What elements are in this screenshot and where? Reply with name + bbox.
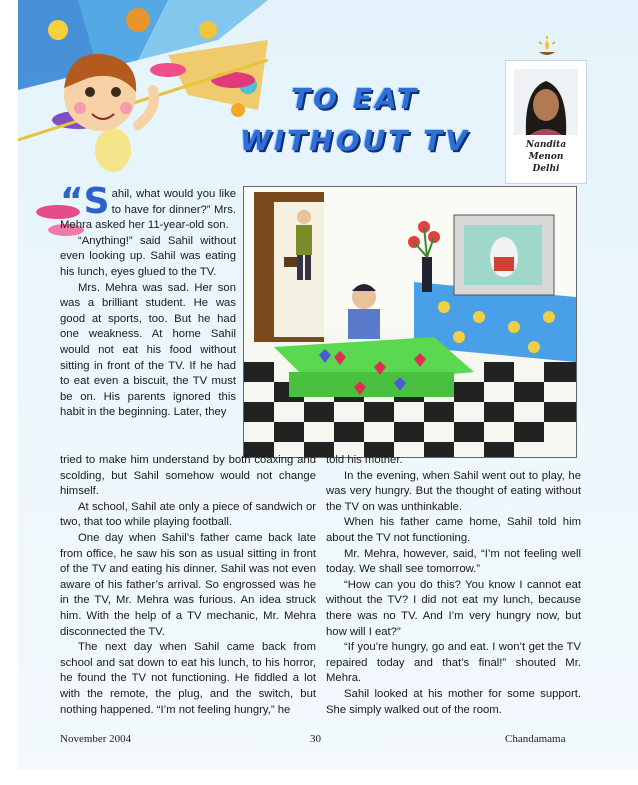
paragraph: The next day when Sahil came back from school and sat down to eat his lunch, to his horror, he found the TV not functioning. He fiddled a lot with the remote, the plug, and the switch, but nothing happened. “I’m not feeling hungry,” he	[60, 641, 316, 716]
author-last-name: Menon	[528, 152, 564, 162]
author-first-name: Nandita	[525, 140, 567, 150]
page-number: 30	[310, 733, 321, 745]
paragraph: told his mother.	[326, 454, 403, 466]
page-title	[205, 78, 505, 162]
footer-date: November 2004	[60, 733, 132, 745]
paragraph: “If you’re hungry, go and eat. I won’t get the TV repaired today and that’s final!” shouted Mr. Mehra.	[326, 641, 581, 685]
title-line-1: TO EAT	[291, 82, 419, 115]
paragraph-text: ahil, what would you like to have for dinner?” Mrs. Mehra asked her 11-year-old son.	[60, 188, 236, 232]
story-column-1-bottom	[60, 453, 316, 718]
paragraph: Sahil looked at his mother for some support. She simply walked out of the room.	[326, 687, 581, 716]
paragraph: Mr. Mehra, however, said, “I’m not feeling well today. We shall see tomorrow.”	[326, 547, 581, 576]
story-illustration	[243, 186, 577, 458]
author-photo	[514, 69, 578, 135]
drop-cap: “S	[60, 181, 110, 222]
paragraph: At school, Sahil ate only a piece of sandwich or two, that too while playing football.	[60, 500, 316, 529]
paragraph: In the evening, when Sahil went out to play, he was very hungry. But the thought of eating without the TV on was unthinkable.	[326, 469, 581, 513]
paragraph: “Anything!” said Sahil without even looking up. Sahil was eating his lunch, eyes glued to the TV.	[60, 234, 236, 278]
paragraph: tried to make him understand by both coaxing and scolding, but Sahil somehow would not change himself.	[60, 454, 316, 498]
paragraph-opening	[60, 181, 236, 234]
paragraph: One day when Sahil’s father came back late from office, he saw his son as usual sitting in front of the TV and eating his dinner. Sahil was not even aware of his father’s arrival. So engrossed was he in the TV, Mr. Mehra was furious. An idea struck him. With the help of a TV mechanic, Mr. Mehra disconnected the TV.	[60, 531, 316, 638]
title-line-2: WITHOUT TV	[240, 124, 470, 157]
paragraph: Mrs. Mehra was sad. Her son was a brilliant student. He was good at sports, too. But he had one weakness. At home Sahil would not eat his food without sitting in front of the TV. If he had to eat even a biscuit, the TV must be on. His parents ignored this habit in the beginning. Later, they	[60, 281, 236, 419]
story-column-1-top	[60, 181, 236, 421]
paragraph: “How can you do this? You know I cannot eat without the TV? I did not eat my lunch, because there was no TV. And I’m very hungry now, but how will I eat?”	[326, 578, 581, 638]
footer-magazine: Chandamama	[505, 733, 566, 745]
author-box	[505, 60, 587, 184]
author-city: Delhi	[532, 164, 560, 174]
author-credit	[506, 139, 586, 175]
story-column-2	[326, 453, 581, 718]
lamp-icon	[535, 36, 559, 60]
paragraph: When his father came home, Sahil told him about the TV not functioning.	[326, 516, 581, 544]
